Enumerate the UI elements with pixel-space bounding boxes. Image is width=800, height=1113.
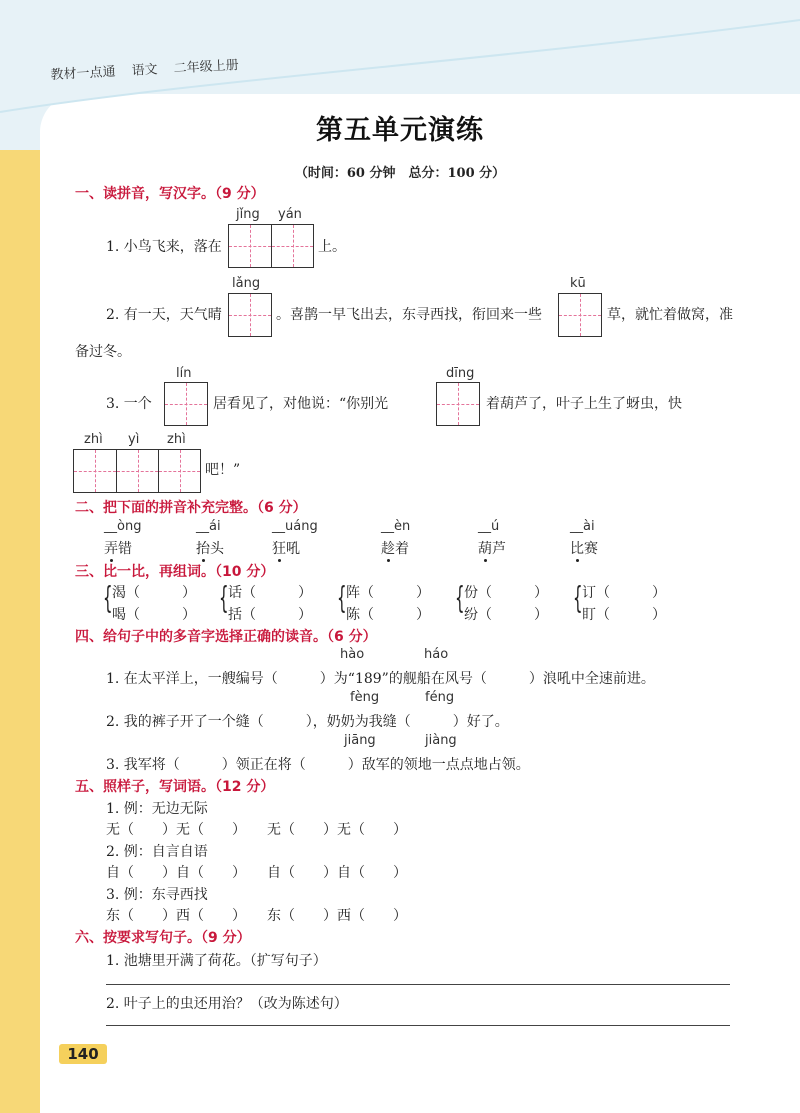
word-taitou	[196, 538, 224, 558]
dotted-char: 比	[570, 541, 584, 557]
grid-cell[interactable]	[158, 450, 200, 492]
answer-line-3: 东（ ）西（ ） 东（ ）西（ ）	[106, 908, 407, 924]
q1-text-after: 上。	[318, 239, 346, 255]
dotted-char: 趁	[381, 541, 395, 557]
brace-icon: {	[337, 581, 347, 616]
pinyin-yi: yì	[128, 432, 140, 447]
subject: 语文	[131, 62, 159, 79]
pinyin-blank: __ú	[478, 519, 500, 534]
pinyin-yan: yán	[278, 207, 302, 222]
writing-grid-lang[interactable]	[228, 293, 272, 337]
brace-icon: {	[573, 581, 583, 616]
writing-grid-jingyan[interactable]	[228, 224, 314, 268]
pair-bottom: 盯（ ）	[582, 607, 666, 623]
s6-question-1: 1. 池塘里开满了荷花。（扩写句子）	[106, 953, 327, 969]
writing-grid-zhiyizhi[interactable]	[73, 449, 201, 493]
dotted-char: 葫	[478, 541, 492, 557]
grid-cell[interactable]	[229, 294, 271, 336]
pinyin-jiang4: jiàng	[425, 733, 457, 748]
q2-text-b: 。喜鹊一早飞出去，东寻西找，衔回来一些	[276, 307, 542, 323]
word-char: 赛	[584, 541, 598, 557]
pair-bottom: 陈（ ）	[346, 607, 430, 623]
section-4-heading: 四、给句子中的多音字选择正确的读音。（6 分）	[75, 629, 377, 645]
pair-top: 订（ ）	[582, 585, 666, 601]
example-2: 2. 例：自言自语	[106, 844, 208, 860]
example-3: 3. 例：东寻西找	[106, 887, 208, 903]
pair-top: 渴（ ）	[112, 585, 196, 601]
answer-line-2: 自（ ）自（ ） 自（ ）自（ ）	[106, 865, 407, 881]
dotted-char: 抬	[196, 541, 210, 557]
section-1-heading: 一、读拼音，写汉字。（9 分）	[75, 186, 265, 202]
brace-icon: {	[455, 581, 465, 616]
writing-grid-ku[interactable]	[558, 293, 602, 337]
pair-top: 阵（ ）	[346, 585, 430, 601]
grid-cell[interactable]	[165, 383, 207, 425]
word-nongcuo	[104, 538, 132, 558]
pinyin-hao2: háo	[424, 647, 449, 662]
q3-text-d: 吧！”	[205, 462, 241, 478]
page-number: 140	[59, 1044, 107, 1064]
section-5-heading: 五、照样子，写词语。（12 分）	[75, 779, 275, 795]
word-char: 错	[118, 541, 132, 557]
grid-cell[interactable]	[437, 383, 479, 425]
word-kuanghou	[272, 538, 300, 558]
pinyin-blank: __òng	[104, 519, 142, 534]
answer-line[interactable]	[106, 1025, 730, 1026]
section-2-heading: 二、把下面的拼音补充完整。（6 分）	[75, 500, 307, 516]
exam-info: （时间：60 分钟 总分：100 分）	[294, 166, 506, 181]
s4-question-3: 3. 我军将（ ）领正在将（ ）敌军的领地一点点地占领。	[106, 757, 530, 773]
pair-top: 份（ ）	[464, 585, 548, 601]
pair-top: 话（ ）	[228, 585, 312, 601]
word-char: 着	[395, 541, 409, 557]
word-bisai	[570, 538, 598, 558]
pinyin-hao4: hào	[340, 647, 365, 662]
pinyin-feng4: fèng	[350, 690, 380, 705]
q1-text-before: 1. 小鸟飞来，落在	[106, 239, 222, 255]
s4-question-2: 2. 我的裤子开了一个缝（ ），奶奶为我缝（ ）好了。	[106, 714, 509, 730]
brace-icon: {	[103, 581, 113, 616]
writing-grid-lin[interactable]	[164, 382, 208, 426]
book-name: 教材一点通	[50, 64, 116, 83]
grid-cell[interactable]	[74, 450, 116, 492]
dotted-char: 狂	[272, 541, 286, 557]
word-chenzhe	[381, 538, 409, 558]
q3-text-a: 3. 一个	[106, 396, 152, 412]
pinyin-ku: kū	[570, 276, 586, 291]
word-char: 芦	[492, 541, 506, 557]
section-3-heading: 三、比一比，再组词。（10 分）	[75, 564, 275, 580]
grid-cell[interactable]	[229, 225, 271, 267]
word-hulu	[478, 538, 506, 558]
pair-bottom: 喝（ ）	[112, 607, 196, 623]
brace-icon: {	[219, 581, 229, 616]
grade: 二年级上册	[173, 58, 240, 77]
grid-cell[interactable]	[271, 225, 313, 267]
q3-text-b: 居看见了，对他说：“你别光	[213, 396, 389, 412]
pinyin-feng2: féng	[425, 690, 455, 705]
s6-question-2: 2. 叶子上的虫还用治？（改为陈述句）	[106, 996, 348, 1012]
pinyin-zhi-2: zhì	[167, 432, 186, 447]
word-char: 头	[210, 541, 224, 557]
pinyin-blank: __èn	[381, 519, 411, 534]
word-char: 吼	[286, 541, 300, 557]
q3-text-c: 着葫芦了，叶子上生了蚜虫，快	[486, 396, 682, 412]
answer-line[interactable]	[106, 984, 730, 985]
pinyin-zhi-1: zhì	[84, 432, 103, 447]
pinyin-lin: lín	[176, 366, 192, 381]
pinyin-jing: jǐng	[236, 207, 260, 222]
pinyin-blank: __uáng	[272, 519, 318, 534]
writing-grid-ding[interactable]	[436, 382, 480, 426]
pinyin-ding: dīng	[446, 366, 475, 381]
page-title: 第五单元演练	[316, 115, 484, 146]
dotted-char: 弄	[104, 541, 118, 557]
pinyin-blank: __ài	[570, 519, 595, 534]
answer-line-1: 无（ ）无（ ） 无（ ）无（ ）	[106, 822, 407, 838]
pair-bottom: 纷（ ）	[464, 607, 548, 623]
pinyin-jiang1: jiāng	[344, 733, 376, 748]
s4-question-1: 1. 在太平洋上，一艘编号（ ）为“189”的舰船在风号（ ）浪吼中全速前进。	[106, 671, 655, 687]
example-1: 1. 例：无边无际	[106, 801, 208, 817]
pinyin-blank: __ái	[196, 519, 221, 534]
q2-text-d: 备过冬。	[75, 344, 131, 360]
pair-bottom: 括（ ）	[228, 607, 312, 623]
q2-text-a: 2. 有一天，天气晴	[106, 307, 222, 323]
grid-cell[interactable]	[116, 450, 158, 492]
pinyin-lang: lǎng	[232, 276, 261, 291]
grid-cell[interactable]	[559, 294, 601, 336]
q2-text-c: 草，就忙着做窝，准	[607, 307, 733, 323]
section-6-heading: 六、按要求写句子。（9 分）	[75, 930, 251, 946]
